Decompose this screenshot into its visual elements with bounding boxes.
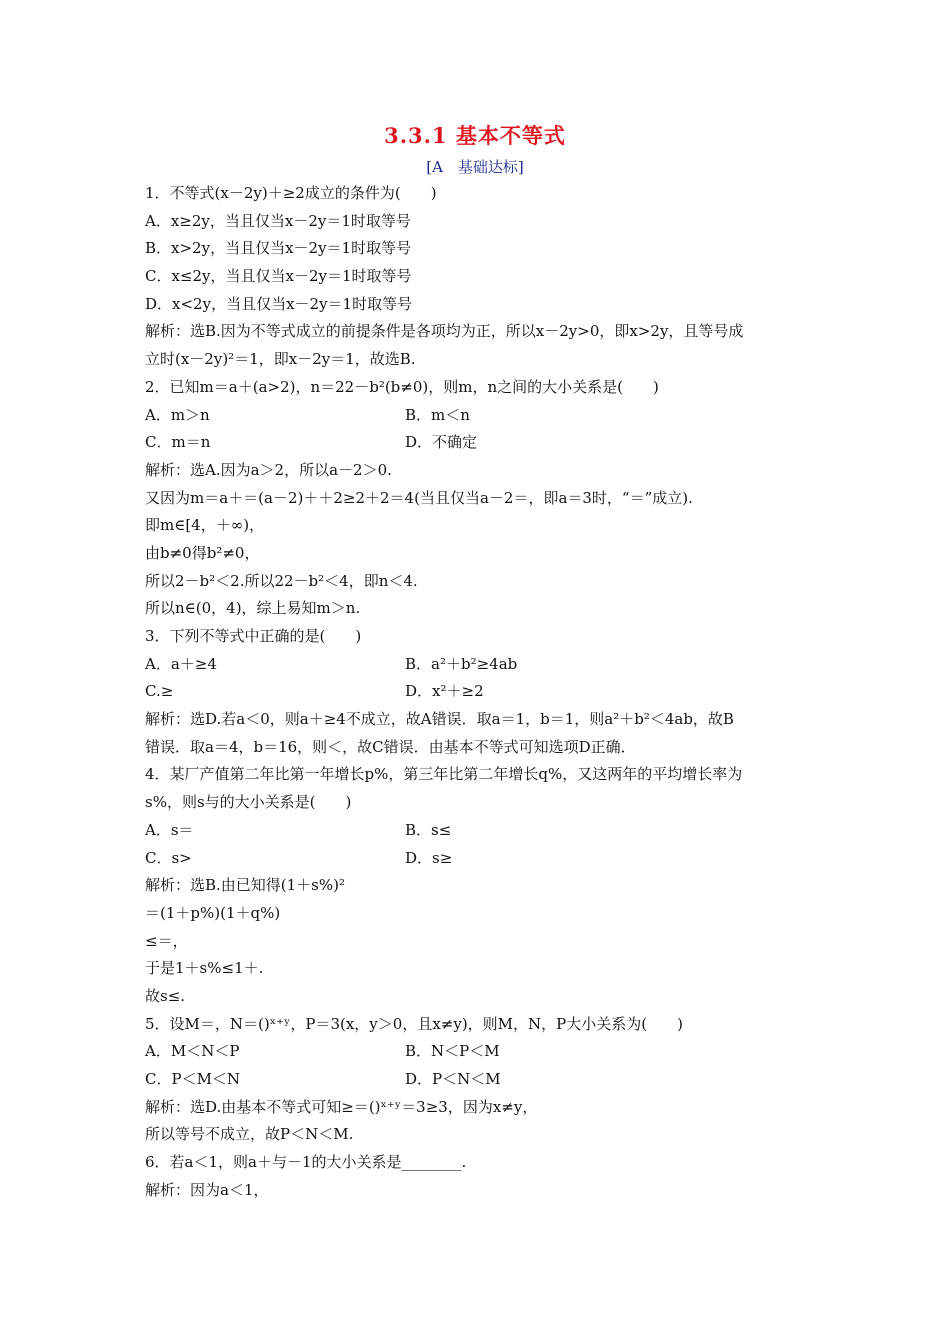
text-line: 解析：选D.若a＜0，则a＋≥4不成立，故A错误．取a＝1，b＝1，则a²＋b²＜4ab，故B [145,710,734,729]
option-item: D．x<2y，当且仅当x－2y＝1时取等号 [145,294,413,313]
option-row [145,651,810,679]
text-line: 4．某厂产值第二年比第一年增长p%，第三年比第二年增长q%，又这两年的平均增长率为 [145,765,743,784]
option-item: B．s≤ [405,820,452,839]
option-item: B．x>2y，当且仅当x－2y＝1时取等号 [145,239,412,258]
option-item: D．不确定 [405,433,478,452]
option-item: A．M＜N＜P [145,1042,240,1061]
option-item: D．s≥ [405,848,453,867]
option-row [145,817,810,845]
text-line: 5．设M＝，N＝()ˣ⁺ʸ，P＝3(x，y＞0，且x≠y)，则M，N，P大小关系为( ) [145,1014,683,1033]
option-item: B．N＜P＜M [405,1042,500,1061]
option-item: D．P＜N＜M [405,1070,501,1088]
option-row [145,1066,810,1094]
text-line: 故s≤. [145,986,186,1005]
option-item: A．a＋≥4 [145,654,217,673]
option-row [145,235,810,263]
option-row [145,678,810,706]
text-line: 所以2－b²＜2.所以22－b²＜4，即n＜4. [145,571,418,590]
text-line: 即m∈[4，＋∞)， [145,516,265,535]
section-subtitle: [A 基础达标] [426,158,524,176]
option-item: B．a²＋b²≥4ab [405,654,518,673]
text-line: 2．已知m＝a＋(a>2)，n＝22－b²(b≠0)，则m，n之间的大小关系是( ) [145,377,659,396]
option-item: C．P＜M＜N [145,1070,241,1088]
option-row [145,429,810,457]
option-item: C．m＝n [145,433,211,452]
text-line: 于是1＋s%≤1＋. [145,959,264,978]
text-line: 6．若a＜1，则a＋与－1的大小关系是________. [145,1153,467,1172]
option-item: A．m＞n [145,405,210,424]
text-line: ≤＝， [145,931,188,950]
text-line: 立时(x－2y)²＝1，即x－2y＝1，故选B. [145,350,416,369]
option-row [145,291,810,319]
option-item: A．x≥2y，当且仅当x－2y＝1时取等号 [145,211,411,230]
option-row [145,263,810,291]
text-line: 解析：选A.因为a＞2，所以a－2＞0. [145,460,392,479]
option-row [145,845,810,873]
text-line: ＝(1＋p%)(1＋q%) [145,903,281,922]
text-line: 所以等号不成立，故P＜N＜M. [145,1125,354,1144]
option-item: C.≥ [145,682,174,701]
option-row [145,1038,810,1066]
text-line: 所以n∈(0，4)，综上易知m＞n. [145,599,361,618]
document-body [145,180,810,1204]
option-item: A．s＝ [145,820,194,839]
text-line: 错误．取a＝4，b＝16，则＜，故C错误．由基本不等式可知选项D正确． [145,737,636,756]
option-item: D．x²＋≥2 [405,682,484,701]
text-line: 解析：选D.由基本不等式可知≥＝()ˣ⁺ʸ＝3≥3，因为x≠y， [145,1097,538,1116]
page-title: 3.3.1 基本不等式 [384,123,566,148]
option-item: C．x≤2y，当且仅当x－2y＝1时取等号 [145,267,412,286]
text-line: 1．不等式(x－2y)＋≥2成立的条件为( ) [145,184,437,202]
text-line: 又因为m＝a＋＝(a－2)＋＋2≥2＋2＝4(当且仅当a－2＝，即a＝3时，“＝”成立). [145,488,693,507]
text-line: 由b≠0得b²≠0， [145,543,260,562]
option-item: B．m＜n [405,405,470,424]
text-line: 解析：选B.由已知得(1＋s%)² [145,876,346,895]
text-line: 解析：因为a＜1， [145,1180,269,1199]
text-line: 3．下列不等式中正确的是( ) [145,627,362,645]
option-item: C．s> [145,848,192,867]
option-row [145,208,810,236]
option-row [145,402,810,430]
text-line: s%，则s与的大小关系是( ) [145,793,352,812]
text-line: 解析：选B.因为不等式成立的前提条件是各项均为正，所以x－2y>0，即x>2y，且等号成 [145,322,744,341]
